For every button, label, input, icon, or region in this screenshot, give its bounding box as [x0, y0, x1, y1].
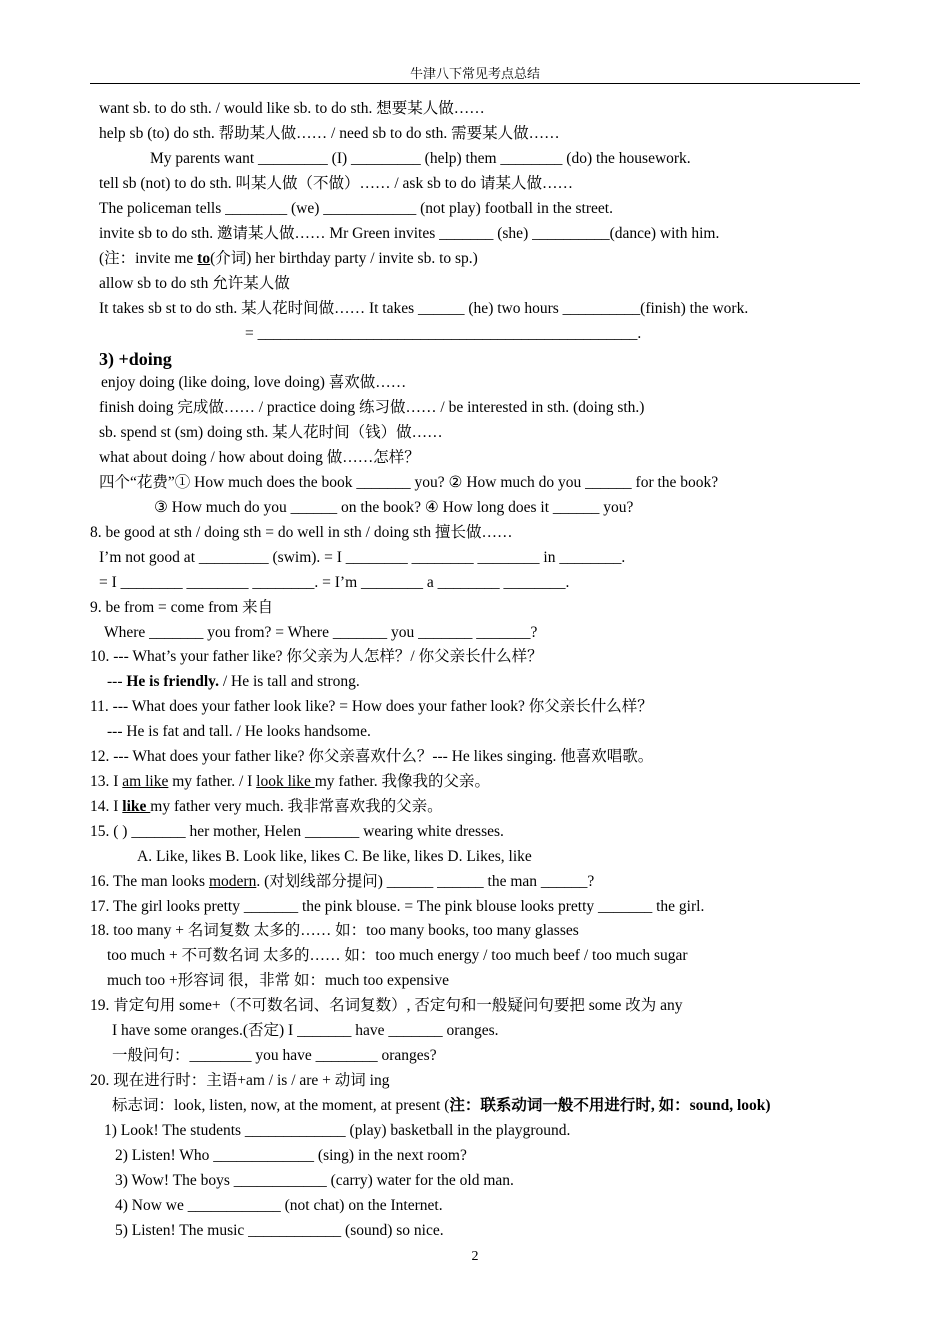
exercise-line: 5) Listen! The music ____________ (sound) so nice. [115, 1222, 444, 1239]
item-text: 16. The man looks [90, 873, 209, 890]
item-11: 11. --- What does your father look like? = How does your father look? 你父亲长什么样？ [90, 698, 653, 715]
answer-emphasis: He is friendly. [126, 673, 219, 690]
text-line: much too +形容词 很，非常 如：much too expensive [107, 972, 449, 989]
exercise-line: 2) Listen! Who _____________ (sing) in the next room? [115, 1147, 467, 1164]
exercise-line: Where _______ you from? = Where _______ you _______ _______? [104, 624, 538, 641]
text-line: too much + 不可数名词 太多的…… 如：too much energy / too much beef / too much sugar [107, 947, 688, 964]
exercise-line: 3) Wow! The boys ____________ (carry) water for the old man. [115, 1172, 514, 1189]
item-underlined: look like [256, 773, 315, 790]
item-underlined: modern [208, 873, 257, 890]
item-underlined: like [122, 798, 151, 815]
text-line: help sb (to) do sth. 帮助某人做…… / need sb to do sth. 需要某人做…… [99, 125, 560, 142]
answer-text: / He is tall and strong. [218, 673, 360, 690]
note-keyword: to [197, 250, 211, 267]
exercise-line: I have some oranges.(否定) I _______ have _______ oranges. [112, 1022, 499, 1039]
item-15: 15. ( ) _______ her mother, Helen _______ wearing white dresses. [90, 823, 504, 840]
note-text: (注：invite me [99, 250, 198, 267]
signal-words-note: 注：联系动词一般不用进行时, 如：sound, look) [449, 1097, 771, 1114]
exercise-line: My parents want _________ (I) _________ (help) them ________ (do) the housework. [150, 150, 691, 167]
answer-line: --- He is fat and tall. / He looks handsome. [107, 723, 371, 740]
item-text: my father very much. 我非常喜欢我的父亲。 [150, 798, 443, 815]
item-text: 14. I [90, 798, 123, 815]
text-line: invite sb to do sth. 邀请某人做…… Mr Green invites _______ (she) __________(dance) with him. [99, 225, 720, 242]
exercise-line: 1) Look! The students _____________ (play) basketball in the playground. [104, 1122, 571, 1139]
item-9: 9. be from = come from 来自 [90, 599, 274, 616]
text-line: enjoy doing (like doing, love doing) 喜欢做…… [101, 374, 407, 391]
exercise-line: 4) Now we ____________ (not chat) on the Internet. [115, 1197, 443, 1214]
item-underlined: am like [122, 773, 169, 790]
page-header: 牛津八下常见考点总结 [409, 66, 540, 81]
text-line: ③ How much do you ______ on the book? ④ How long does it ______ you? [154, 499, 634, 516]
text-line: tell sb (not) to do sth. 叫某人做（不做）…… / ask sb to do 请某人做…… [99, 175, 574, 192]
exercise-line: = I ________ ________ ________. = I’m ________ a ________ ________. [99, 574, 570, 591]
page-number: 2 [471, 1249, 479, 1264]
item-text: my father. / I [168, 773, 257, 790]
text-line: what about doing / how about doing 做……怎样？ [99, 449, 420, 466]
item-14 [90, 797, 443, 817]
answer-line [107, 672, 360, 692]
text-line: allow sb to do sth 允许某人做 [99, 275, 290, 292]
item-10: 10. --- What’s your father like? 你父亲为人怎样？/ 你父亲长什么样？ [90, 648, 543, 665]
answer-text: --- [107, 673, 127, 690]
note-line [99, 249, 478, 269]
section-heading: 3) +doing [99, 349, 172, 369]
item-text: my father. 我像我的父亲。 [314, 773, 490, 790]
item-text: 13. I [90, 773, 123, 790]
item-16 [90, 872, 594, 892]
exercise-line: 一般问句：________ you have ________ oranges? [112, 1047, 437, 1064]
item-text: . (对划线部分提问) ______ ______ the man ______? [256, 873, 595, 890]
exercise-line: The policeman tells ________ (we) ____________ (not play) football in the street. [99, 200, 613, 217]
item-17: 17. The girl looks pretty _______ the pink blouse. = The pink blouse looks pretty _______ the girl. [90, 898, 705, 915]
signal-words-line [112, 1096, 771, 1116]
text-line: finish doing 完成做…… / practice doing 练习做…… / be interested in sth. (doing sth.) [99, 399, 645, 416]
header-rule [90, 83, 860, 84]
text-line: sb. spend st (sm) doing sth. 某人花时间（钱）做…… [99, 424, 443, 441]
text-line: want sb. to do sth. / would like sb. to do sth. 想要某人做…… [99, 100, 485, 117]
note-text: (介词) her birthday party / invite sb. to sp.) [210, 250, 478, 267]
item-8: 8. be good at sth / doing sth = do well in sth / doing sth 擅长做…… [90, 524, 513, 541]
signal-words-text: 标志词：look, listen, now, at the moment, at present ( [112, 1097, 450, 1114]
item-13 [90, 772, 490, 792]
item-19: 19. 肯定句用 some+（不可数名词、名词复数）, 否定句和一般疑问句要把 some 改为 any [90, 997, 683, 1014]
exercise-line: I’m not good at _________ (swim). = I ________ ________ ________ in ________. [99, 549, 626, 566]
exercise-line: = _________________________________________________. [245, 325, 642, 342]
text-line: It takes sb st to do sth. 某人花时间做…… It takes ______ (he) two hours __________(finish) the work. [99, 300, 749, 317]
choice-options: A. Like, likes B. Look like, likes C. Be like, likes D. Likes, like [137, 848, 532, 865]
item-18: 18. too many + 名词复数 太多的…… 如：too many books, too many glasses [90, 922, 579, 939]
item-12: 12. --- What does your father like? 你父亲喜欢什么？--- He likes singing. 他喜欢唱歌。 [90, 748, 654, 765]
item-20: 20. 现在进行时：主语+am / is / are + 动词 ing [90, 1072, 390, 1089]
text-line: 四个“花费”① How much does the book _______ you? ② How much do you ______ for the book? [99, 474, 719, 491]
